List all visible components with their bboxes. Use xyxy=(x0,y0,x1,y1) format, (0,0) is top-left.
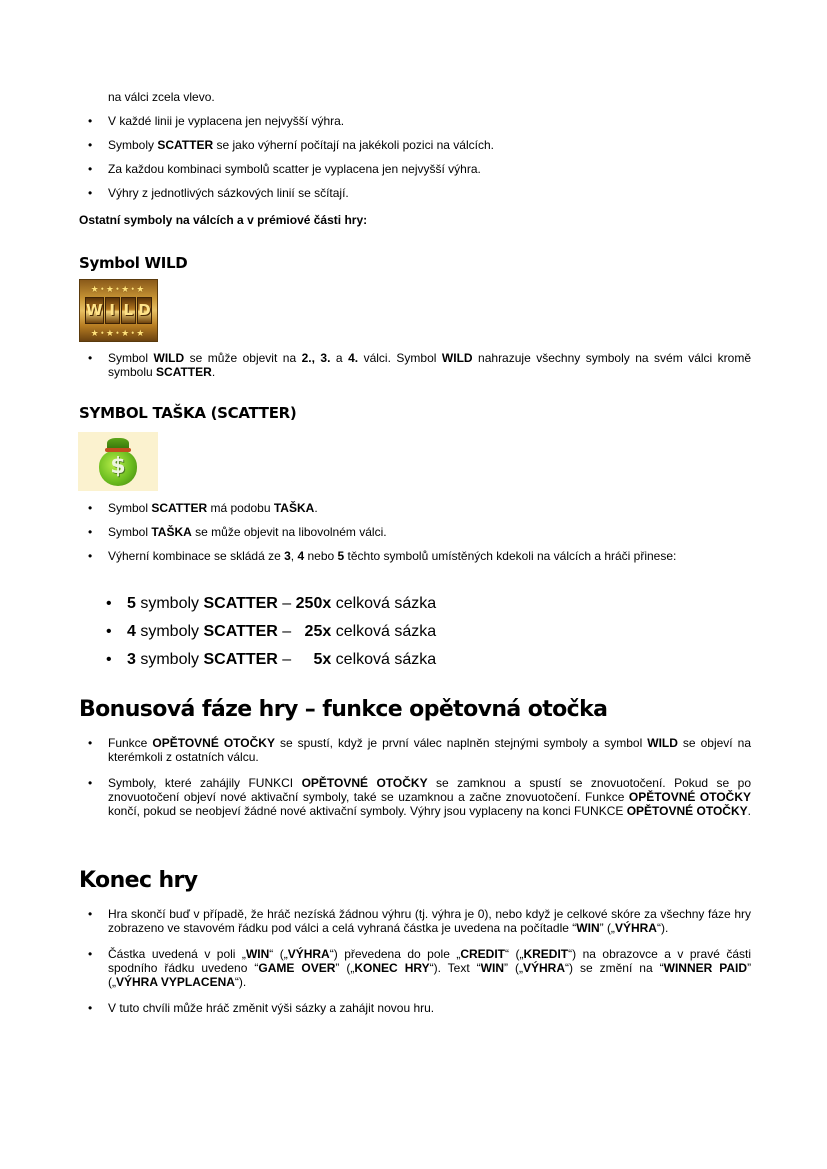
list-item: • Hra skončí buď v případě, že hráč nezíská žádnou výhru (tj. výhra je 0), nebo když je celkové skóre za všechny fáze hry zobrazeno ve stavovém řádku pod válci a celá vyhraná částka je uvedena na počítadle “WIN” („VÝHRA“). xyxy=(79,907,751,935)
scatter-heading: SYMBOL TAŠKA (SCATTER) xyxy=(79,404,297,422)
list-item: • V tuto chvíli může hráč změnit výši sázky a zahájit novou hru. xyxy=(79,1001,751,1015)
payout-row: • 5 symboly SCATTER – 250x celková sázka xyxy=(79,595,751,613)
wild-letter: I xyxy=(105,297,120,324)
dollar-icon: $ xyxy=(110,454,126,479)
list-item: • Částka uvedená v poli „WIN“ („VÝHRA“) převedena do pole „CREDIT“ („KREDIT“) na obrazovce a v pravé části spodního řádku uvedeno “GAME OVER” („KONEC HRY“). Text “WIN” („VÝHRA“) se změní na “WINNER PAID” („VÝHRA VYPLACENA“). xyxy=(79,947,751,989)
bonus-bullet-list xyxy=(79,736,751,818)
payout-row: • 4 symboly SCATTER – 25x celková sázka xyxy=(79,623,751,641)
scatter-bullet-list xyxy=(79,501,751,563)
payout-list xyxy=(79,595,751,669)
list-item: • Funkce OPĚTOVNÉ OTOČKY se spustí, když je první válec naplněn stejnými symboly a symbol WILD se objeví na kterémkoli z ostatních válcu. xyxy=(79,736,751,764)
list-item: • Symbol SCATTER má podobu TAŠKA. xyxy=(79,501,751,515)
wild-heading: Symbol WILD xyxy=(79,254,188,272)
stars-decoration: ★•★•★•★ xyxy=(90,284,147,294)
bag-tie xyxy=(105,448,131,452)
list-item: • Za každou kombinaci symbolů scatter je vyplacena jen nejvyšší výhra. xyxy=(79,162,751,176)
list-item: • Výherní kombinace se skládá ze 3, 4 nebo 5 těchto symbolů umístěných kdekoli na válcích a hráči přinese: xyxy=(79,549,751,563)
list-item: • Symbol WILD se může objevit na 2., 3. a 4. válci. Symbol WILD nahrazuje všechny symboly na svém válci kromě symbolu SCATTER. xyxy=(79,351,751,379)
list-item: • Symboly, které zahájily FUNKCI OPĚTOVNÉ OTOČKY se zamknou a spustí se znovuotočení. Pokud se po znovuotočení objeví nové aktivační symboly, také se uzamknou a začne znovuotočení. Funkce OPĚTOVNÉ OTOČKY končí, pokud se neobjeví žádné nové aktivační symboly. Výhry jsou vyplaceny na konci FUNKCE OPĚTOVNÉ OTOČKY. xyxy=(79,776,751,818)
payout-row: • 3 symboly SCATTER – 5x celková sázka xyxy=(79,651,751,669)
wild-letter: W xyxy=(85,297,104,324)
end-bullet-list xyxy=(79,907,751,1015)
wild-bullet-list xyxy=(79,351,751,379)
wild-reels xyxy=(85,297,152,324)
list-item: • V každé linii je vyplacena jen nejvyšší výhra. xyxy=(79,114,751,128)
list-item: • Symboly SCATTER se jako výherní počítají na jakékoli pozici na válcích. xyxy=(79,138,751,152)
list-item: • Výhry z jednotlivých sázkových linií se sčítají. xyxy=(79,186,751,200)
intro-bullet-list xyxy=(79,114,751,200)
stars-decoration: ★•★•★•★ xyxy=(90,328,147,338)
wild-symbol-icon xyxy=(79,279,158,342)
list-item: • Symbol TAŠKA se může objevit na libovolném válci. xyxy=(79,525,751,539)
money-bag-icon xyxy=(78,432,158,491)
bonus-heading: Bonusová fáze hry – funkce opětovná otočka xyxy=(79,697,608,722)
wild-letter: L xyxy=(121,297,136,324)
other-symbols-heading: Ostatní symboly na válcích a v prémiové části hry: xyxy=(79,213,368,227)
wild-letter: D xyxy=(137,297,152,324)
continuation-text: na válci zcela vlevo. xyxy=(108,90,215,104)
end-heading: Konec hry xyxy=(79,868,198,893)
